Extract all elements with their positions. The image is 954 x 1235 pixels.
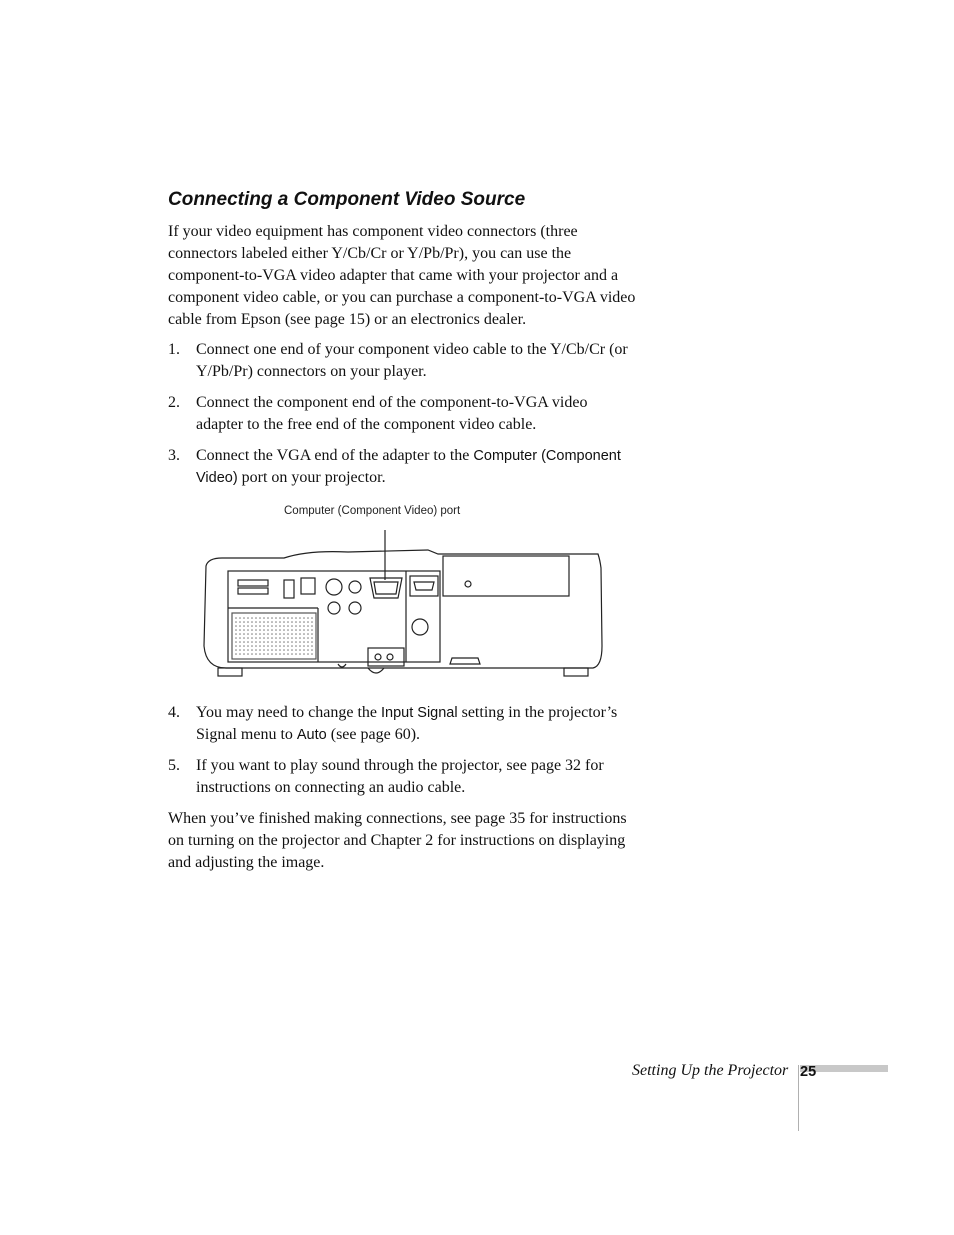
audio-left-port — [328, 602, 340, 614]
step-number: 3. — [168, 447, 180, 464]
step-text-part: Connect the VGA end of the adapter to the — [196, 447, 474, 464]
step-number: 5. — [168, 757, 180, 774]
projector-rear-illustration — [198, 528, 608, 683]
s-video-port — [326, 579, 342, 595]
security-slot — [412, 619, 428, 635]
step-text: Connect the component end of the component-to-VGA video adapter to the free end of the component video cable. — [196, 394, 588, 433]
video-port — [349, 581, 361, 593]
page-number: 25 — [800, 1064, 817, 1080]
step-number: 1. — [168, 341, 180, 358]
step-5 — [168, 755, 638, 799]
intro-paragraph: If your video equipment has component video connectors (three connectors labeled either Y/Cb/Cr or Y/Pb/Pr), you can use the component-to-VGA video adapter that came with your projector and a component video cable, or you can purchase a component-to-VGA video cable from Epson (see page 15) or an electronics dealer. — [168, 223, 636, 328]
footer-rule — [798, 1065, 799, 1131]
panel-screw — [465, 581, 471, 587]
ui-term-computer-port: Computer (Component Video) — [196, 448, 621, 486]
audio-right-port — [349, 602, 361, 614]
step-text — [196, 702, 638, 746]
foot-left — [218, 668, 242, 676]
power-inlet — [368, 648, 404, 666]
foot-center — [368, 668, 384, 673]
closing-paragraph: When you’ve finished making connections, see page 35 for instructions on turning on the projector and Chapter 2 for instructions on displaying and adjusting the image. — [168, 810, 627, 871]
section-heading: Connecting a Component Video Source — [168, 189, 526, 210]
step-text-part: (see page 60). — [326, 726, 421, 743]
footer-chapter-title: Setting Up the Projector — [632, 1062, 789, 1079]
hdmi-port — [410, 576, 438, 596]
step-3 — [168, 445, 638, 489]
usb-b-port — [301, 578, 315, 594]
figure-caption: Computer (Component Video) port — [284, 505, 461, 517]
step-text — [196, 445, 638, 489]
top-panel — [443, 556, 569, 596]
step-text-part: setting in the projector’s Signal menu to — [196, 704, 618, 743]
foot-right — [564, 668, 588, 676]
step-number: 4. — [168, 704, 180, 721]
ui-term-auto: Auto — [296, 727, 327, 743]
step-text: Connect one end of your component video cable to the Y/Cb/Cr (or Y/Pb/Pr) connectors on your player. — [196, 341, 628, 380]
step-number: 2. — [168, 394, 180, 411]
step-text: If you want to play sound through the projector, see page 32 for instructions on connecting an audio cable. — [196, 757, 604, 796]
step-text-part: You may need to change the — [196, 704, 381, 721]
step-2 — [168, 392, 638, 436]
step-4 — [168, 702, 638, 746]
step-1 — [168, 339, 638, 383]
usb-port — [284, 580, 294, 598]
step-text-part: port on your projector. — [237, 469, 386, 486]
ui-term-input-signal: Input Signal — [381, 705, 458, 721]
